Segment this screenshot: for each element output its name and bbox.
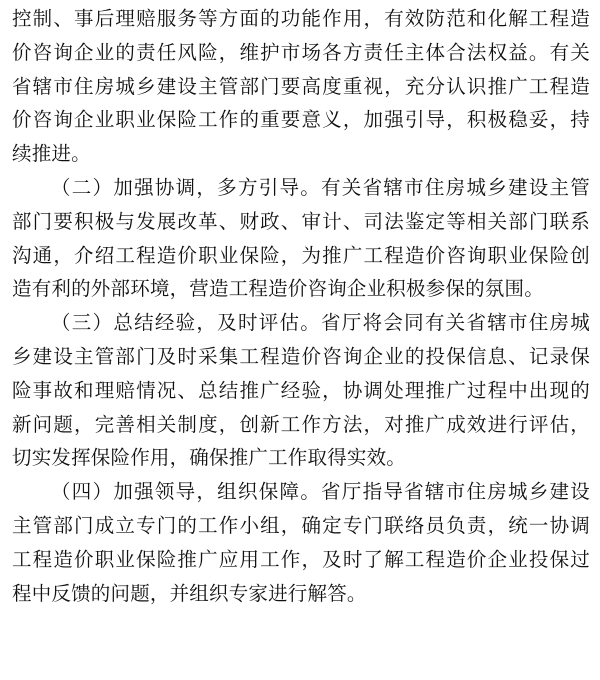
- paragraph-4-leadership: [12, 475, 590, 610]
- text-line: 程中反馈的问题，并组织专家进行解答。: [12, 581, 367, 605]
- text-line: 价咨询企业职业保险工作的重要意义，加强引导，积极稳妥，持: [12, 108, 590, 132]
- text-line: 主管部门成立专门的工作小组，确定专门联络员负责，统一协调: [12, 513, 590, 537]
- text-line: 新问题，完善相关制度，创新工作方法，对推广成效进行评估，: [12, 412, 590, 436]
- paragraph-heading-line: （三）总结经验，及时评估。省厅将会同有关省辖市住房城: [51, 311, 590, 335]
- text-line: 乡建设主管部门及时采集工程造价咨询企业的投保信息、记录保: [12, 344, 590, 368]
- paragraph-2-coordination: [12, 171, 590, 306]
- text-line: 价咨询企业的责任风险，维护市场各方责任主体合法权益。有关: [12, 40, 590, 64]
- paragraph-1: [12, 2, 590, 171]
- paragraph-heading-line: （四）加强领导，组织保障。省厅指导省辖市住房城乡建设: [51, 480, 590, 504]
- text-line: 控制、事后理赔服务等方面的功能作用，有效防范和化解工程造: [12, 7, 590, 30]
- text-line: 部门要积极与发展改革、财政、审计、司法鉴定等相关部门联系: [12, 209, 590, 233]
- text-line: 沟通，介绍工程造价职业保险，为推广工程造价咨询职业保险创: [12, 243, 590, 267]
- text-line: 续推进。: [12, 142, 91, 166]
- text-line: 险事故和理赔情况、总结推广经验，协调处理推广过程中出现的: [12, 378, 590, 402]
- paragraph-3-evaluation: [12, 306, 590, 475]
- text-line: 工程造价职业保险推广应用工作，及时了解工程造价企业投保过: [12, 547, 590, 571]
- paragraph-heading-line: （二）加强协调，多方引导。有关省辖市住房城乡建设主管: [51, 175, 590, 199]
- text-line: 切实发挥保险作用，确保推广工作取得实效。: [12, 446, 407, 470]
- text-line: 造有利的外部环境，营造工程造价咨询企业积极参保的氛围。: [12, 277, 544, 301]
- text-line: 省辖市住房城乡建设主管部门要高度重视，充分认识推广工程造: [12, 74, 590, 98]
